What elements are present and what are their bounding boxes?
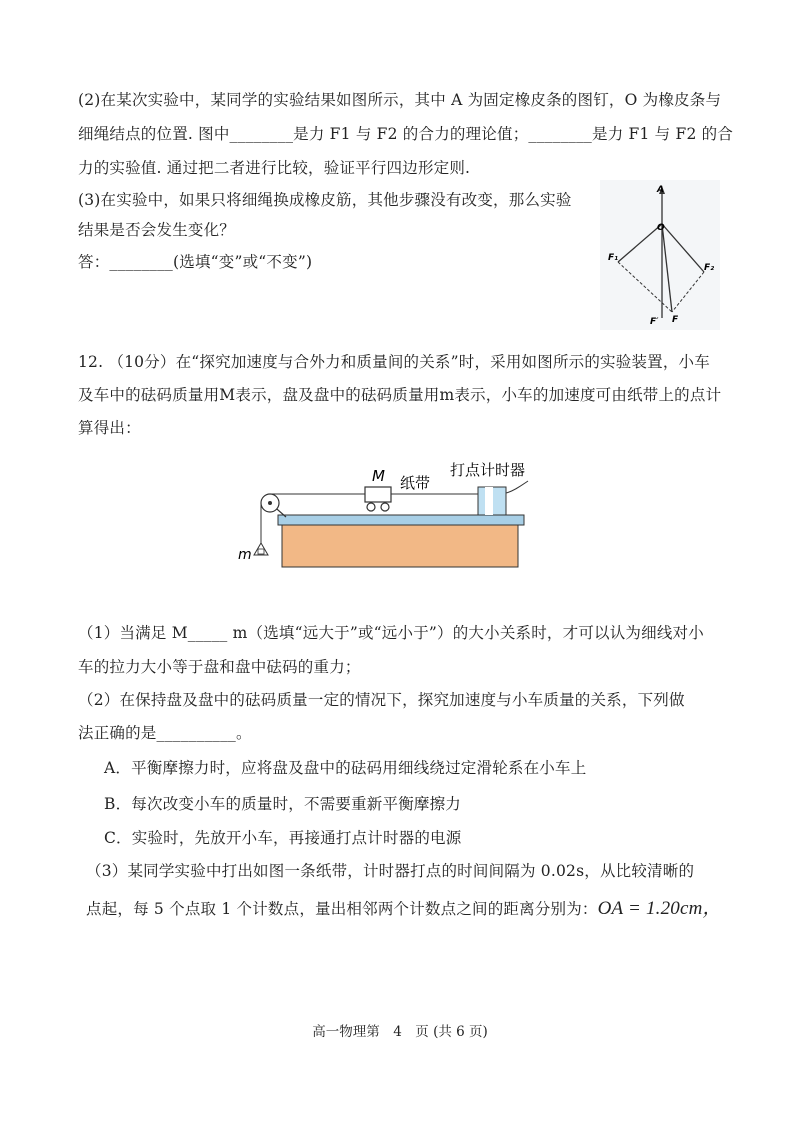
q12-intro-line3: 算得出：: [78, 419, 141, 437]
cart-apparatus-figure: [230, 455, 550, 580]
label-F: F: [672, 315, 679, 325]
page-footer: 高一物理第 4 页 (共 6 页): [312, 1024, 488, 1040]
q12-option-a: A．平衡摩擦力时，应将盘及盘中的砝码用细线绕过定滑轮系在小车上: [104, 759, 587, 777]
q11-part3-line1: (3)在实验中，如果只将细绳换成橡皮筋，其他步骤没有改变，那么实验: [78, 191, 572, 209]
q12-intro-line2: 及车中的砝码质量用M表示，盘及盘中的砝码质量用m表示，小车的加速度可由纸带上的点计: [78, 386, 722, 404]
q12-sub3-line1: （3）某同学实验中打出如图一条纸带，计时器打点的时间间隔为 0.02s，从比较清晰的: [86, 862, 695, 880]
q11-part2-line2: 细绳结点的位置. 图中________是力 F1 与 F2 的合力的理论值；________是力 F1 与 F2 的合: [78, 125, 734, 143]
q12-option-b: B．每次改变小车的质量时，不需要重新平衡摩擦力: [104, 795, 461, 813]
q12-sub2-line2: 法正确的是__________。: [78, 724, 252, 742]
q11-part2-line1: (2)在某次实验中，某同学的实验结果如图所示，其中 A 为固定橡皮条的图钉，O 为橡皮条与: [78, 91, 722, 109]
label-F1: F₁: [608, 253, 619, 263]
label-F2: F₂: [704, 263, 715, 273]
label-M: M: [372, 467, 385, 485]
q12-sub3-text: 点起，每 5 个点取 1 个计数点，量出相邻两个计数点之间的距离分别为：: [86, 900, 598, 918]
q12-intro-line1: 12. （10分）在“探究加速度与合外力和质量间的关系”时，采用如图所示的实验装置，小车: [78, 353, 710, 371]
label-A: A: [657, 185, 664, 195]
q11-part3-answer: 答：________(选填“变”或“不变”): [78, 253, 313, 271]
q11-part3-line2: 结果是否会发生变化？: [78, 221, 236, 239]
force-parallelogram-figure: [600, 180, 720, 330]
q12-option-c: C．实验时，先放开小车，再接通打点计时器的电源: [104, 829, 462, 847]
label-O: O: [657, 223, 665, 233]
q12-sub1-line1: （1）当满足 M_____ m（选填“远大于”或“远小于”）的大小关系时，才可以认为细线对小: [78, 624, 704, 642]
label-Fprime: F′: [650, 317, 659, 327]
label-m: m: [238, 547, 252, 563]
label-tape: 纸带: [400, 474, 431, 492]
q12-sub1-line2: 车的拉力大小等于盘和盘中砝码的重力；: [78, 658, 361, 676]
q12-sub2-line1: （2）在保持盘及盘中的砝码质量一定的情况下，探究加速度与小车质量的关系，下列做: [78, 691, 685, 709]
label-timer: 打点计时器: [450, 461, 526, 479]
q12-sub3-formula: OA = 1.20cm，: [597, 898, 722, 919]
q12-sub3-line2: [86, 893, 722, 920]
q11-part2-line3: 力的实验值. 通过把二者进行比较，验证平行四边形定则.: [78, 159, 471, 177]
